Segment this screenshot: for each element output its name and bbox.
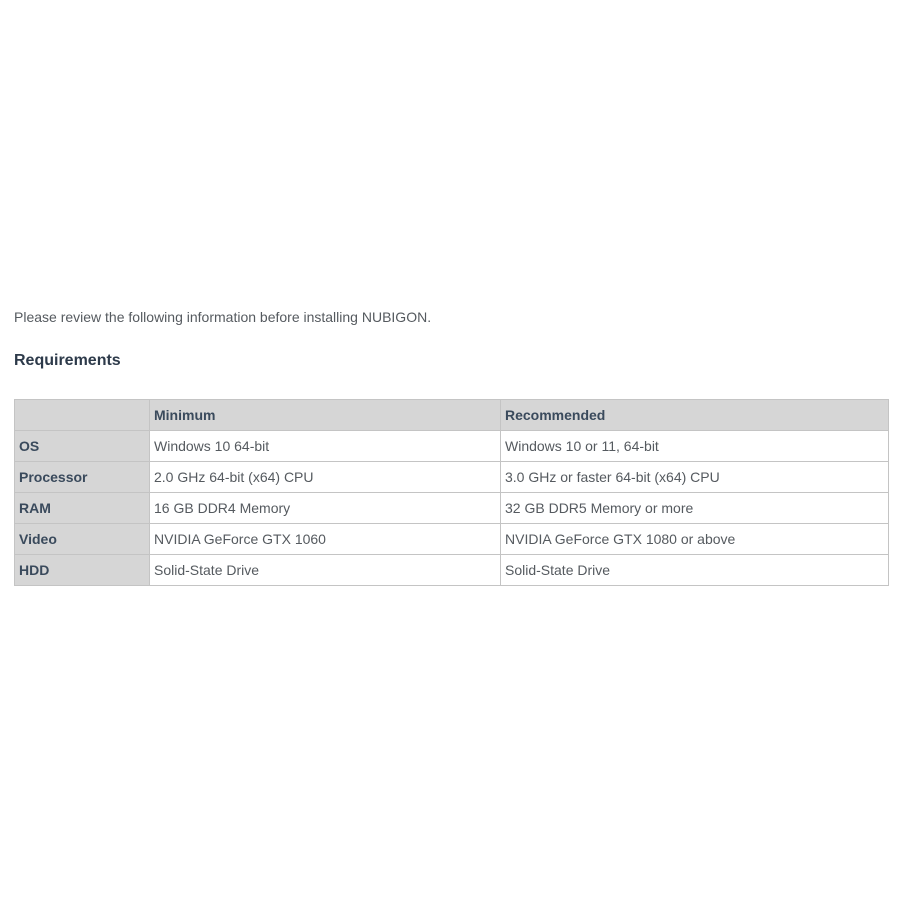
row-label-ram: RAM	[15, 493, 150, 524]
cell-minimum: Windows 10 64-bit	[150, 431, 501, 462]
cell-minimum: NVIDIA GeForce GTX 1060	[150, 524, 501, 555]
row-label-processor: Processor	[15, 462, 150, 493]
cell-recommended: Windows 10 or 11, 64-bit	[501, 431, 889, 462]
cell-recommended: NVIDIA GeForce GTX 1080 or above	[501, 524, 889, 555]
cell-recommended: 32 GB DDR5 Memory or more	[501, 493, 889, 524]
row-label-os: OS	[15, 431, 150, 462]
header-cell-blank	[15, 400, 150, 431]
table-row	[15, 462, 889, 493]
table-row	[15, 524, 889, 555]
table-row	[15, 493, 889, 524]
cell-recommended: 3.0 GHz or faster 64-bit (x64) CPU	[501, 462, 889, 493]
cell-minimum: 16 GB DDR4 Memory	[150, 493, 501, 524]
table-row	[15, 431, 889, 462]
intro-text: Please review the following information before installing NUBIGON.	[14, 309, 432, 325]
row-label-video: Video	[15, 524, 150, 555]
requirements-section	[14, 306, 888, 578]
cell-recommended: Solid-State Drive	[501, 555, 889, 586]
requirements-table	[14, 399, 889, 586]
table-header-row	[15, 400, 889, 431]
cell-minimum: 2.0 GHz 64-bit (x64) CPU	[150, 462, 501, 493]
header-cell-minimum: Minimum	[150, 400, 501, 431]
header-cell-recommended: Recommended	[501, 400, 889, 431]
table-row	[15, 555, 889, 586]
cell-minimum: Solid-State Drive	[150, 555, 501, 586]
row-label-hdd: HDD	[15, 555, 150, 586]
requirements-heading: Requirements	[14, 352, 121, 369]
